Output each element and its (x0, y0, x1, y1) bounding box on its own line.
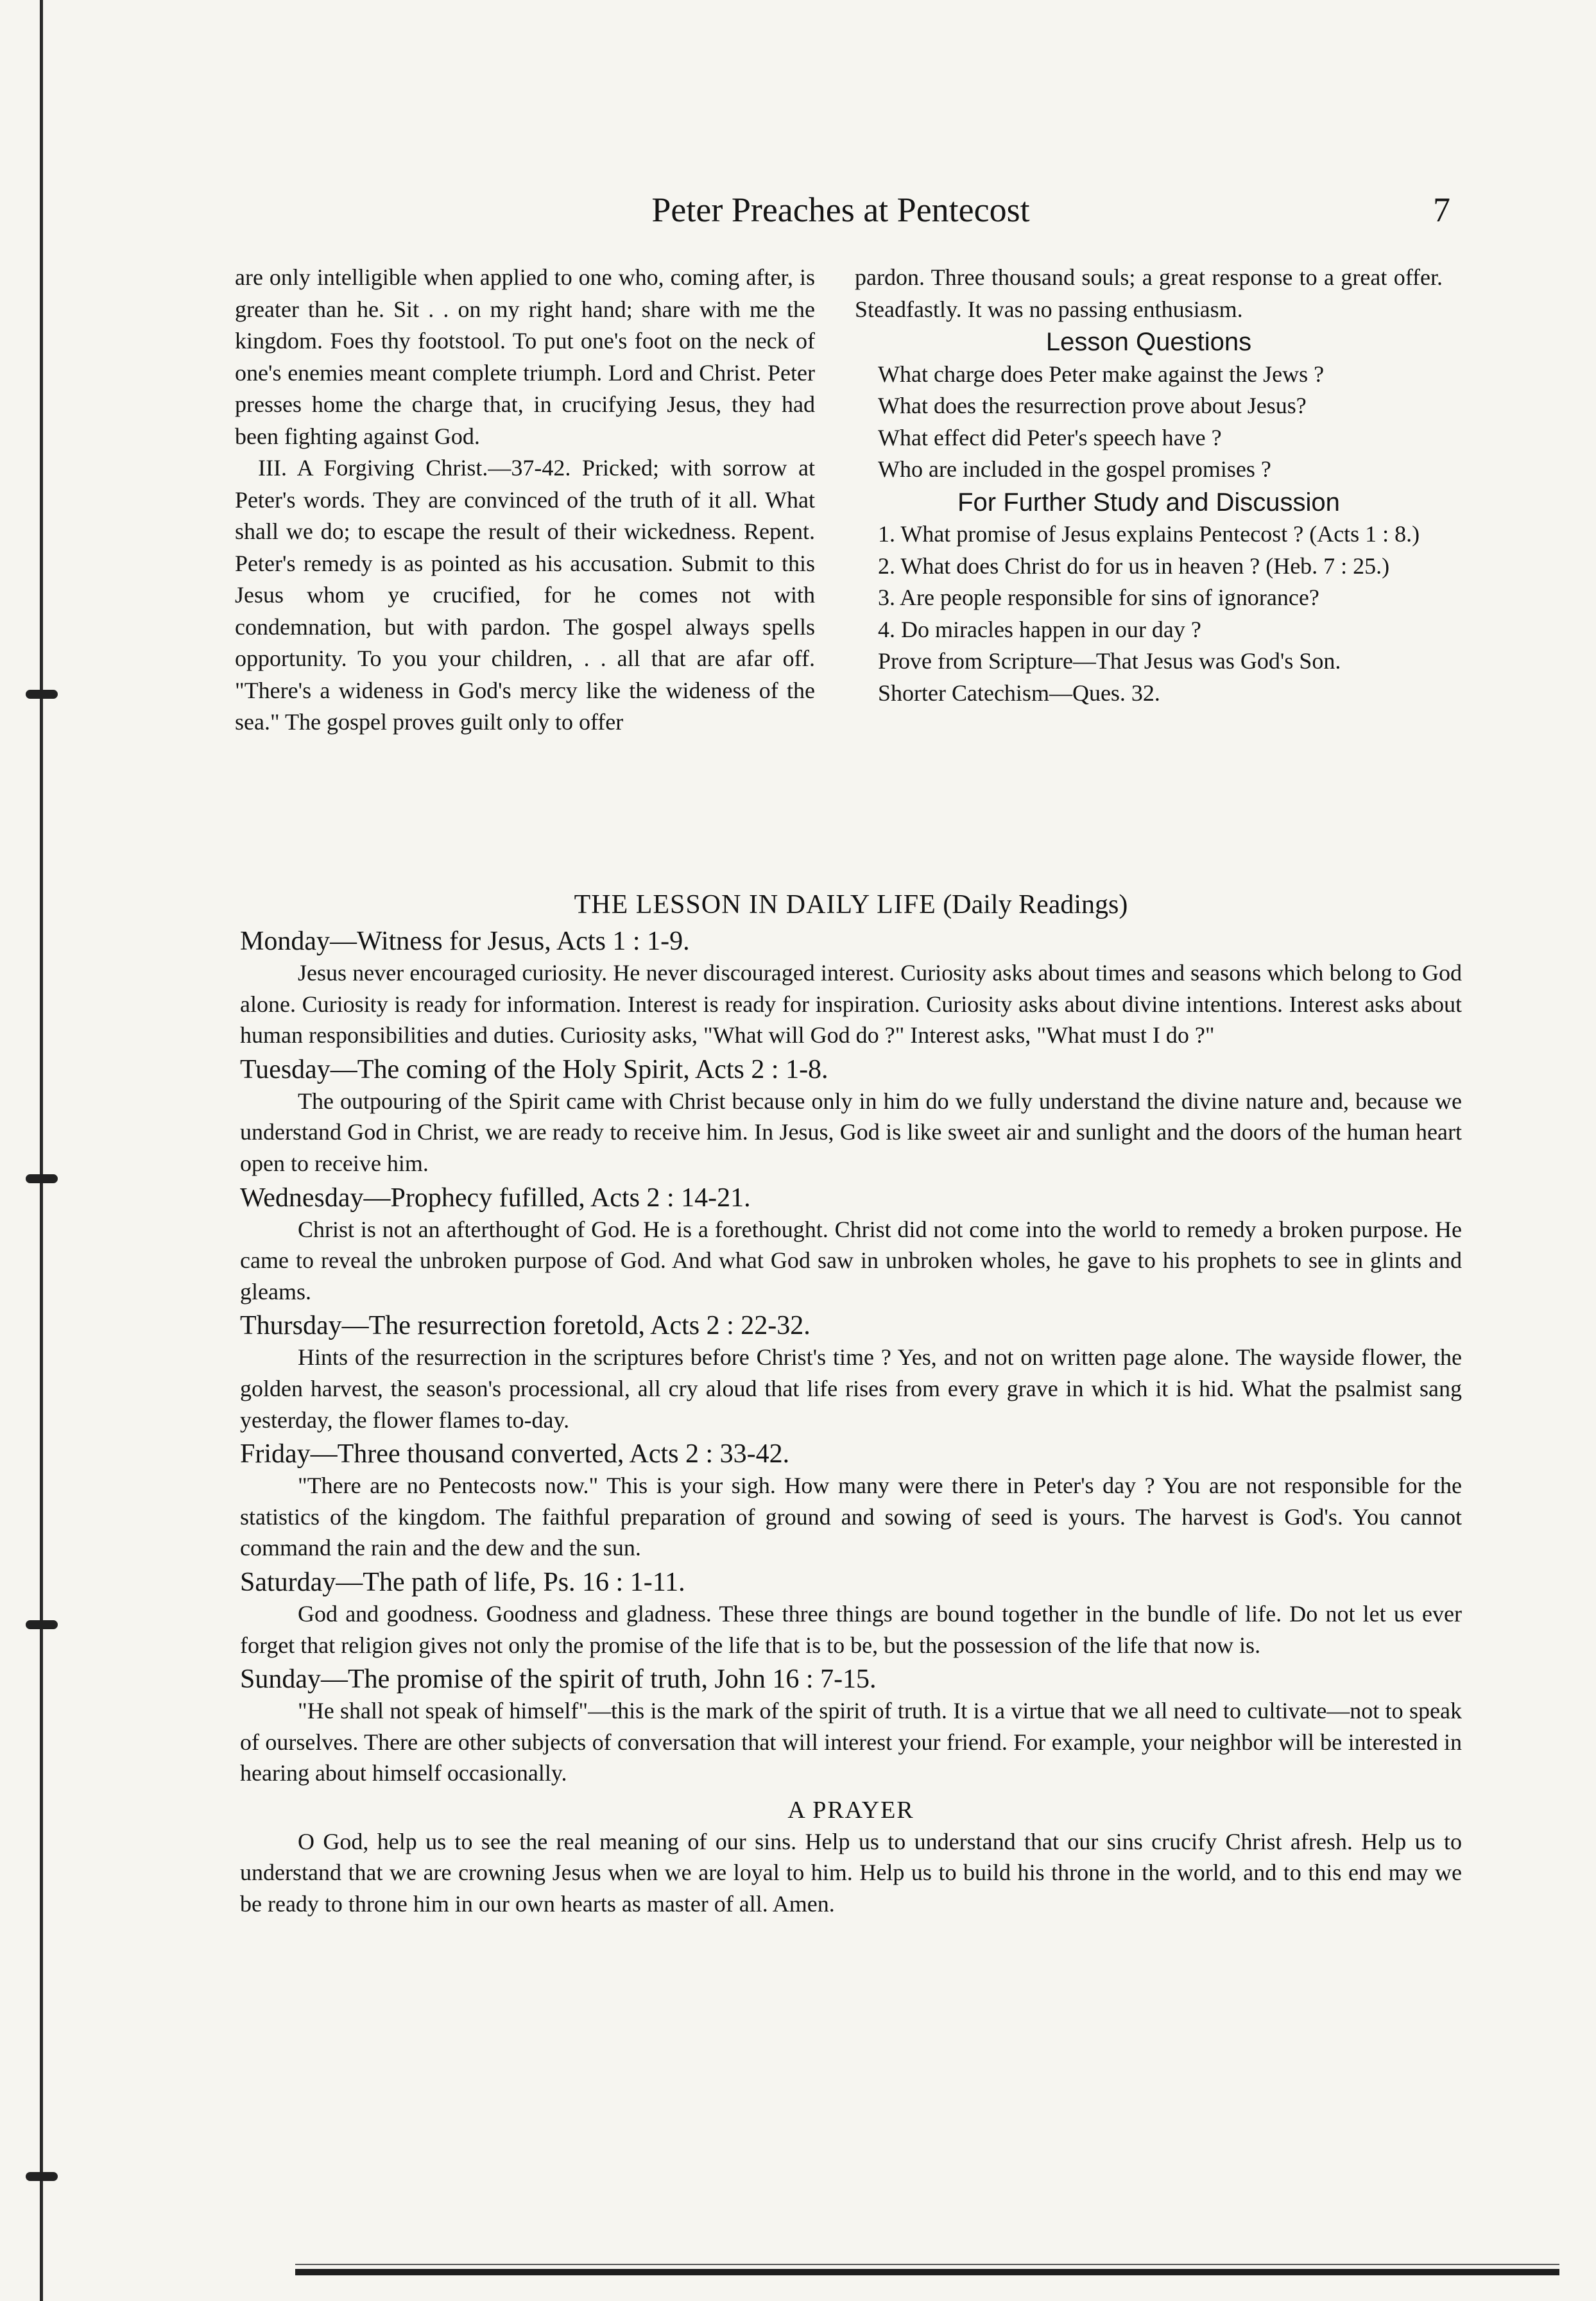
day-heading-friday: Friday—Three thousand converted, Acts 2 : 33-42. (240, 1439, 790, 1469)
footer-rule (295, 2269, 1559, 2275)
left-column (235, 262, 815, 739)
day-body-wednesday: Christ is not an afterthought of God. He is a forethought. Christ did not come into the world to remedy a broken purpose. He came to reveal the unbroken purpose of God. And what God saw in unbroken wholes, he gave to his prophets to see in glints and gleams. (240, 1216, 1462, 1304)
lesson-question: What does the resurrection prove about Jesus? (878, 393, 1307, 418)
page-number: 7 (1433, 191, 1450, 229)
page-binding-edge (40, 0, 43, 2301)
day-heading-monday: Monday—Witness for Jesus, Acts 1 : 1-9. (240, 927, 690, 956)
footer-rule (295, 2264, 1559, 2265)
day-body-thursday: Hints of the resurrection in the scriptures before Christ's time ? Yes, and not on written page alone. The wayside flower, the golden harvest, the season's processional, all cry aloud that life rises from every grave in which it is hid. What the psalmist sang yesterday, the flower flames to-day. (240, 1344, 1462, 1433)
further-study-item: 1. What promise of Jesus explains Pentecost ? (Acts 1 : 8.) (878, 521, 1420, 547)
lesson-question: What charge does Peter make against the Jews ? (878, 361, 1325, 387)
prayer-body: O God, help us to see the real meaning of our sins. Help us to understand that our sins crucify Christ afresh. Help us to understand that we are crowning Jesus when we are loyal to him. Help us to build his throne in the world, and to this end may we be ready to throne him in our own hearts as master of all. Amen. (240, 1828, 1462, 1917)
lesson-question: What effect did Peter's speech have ? (878, 424, 1222, 450)
left-paragraph: are only intelligible when applied to one who, coming after, is greater than he. Sit . . on my right hand; share with me the kingdom. Foes thy footstool. To put one's foot on the neck of one's enemies meant complete triumph. Lord and Christ. Peter presses home the charge that, in crucifying Jesus, they had been fighting against God. (235, 264, 815, 449)
daily-life-title (240, 887, 1462, 923)
page-header (231, 186, 1450, 237)
running-title: Peter Preaches at Pentecost (651, 191, 1030, 229)
prayer-title: A PRAYER (787, 1796, 914, 1824)
day-heading-thursday: Thursday—The resurrection foretold, Acts 2 : 22-32. (240, 1311, 811, 1341)
day-body-sunday: "He shall not speak of himself"—this is the mark of the spirit of truth. It is a virtue that we all need to cultivate—not to speak of ourselves. There are other subjects of conversation that will interest your friend. For example, your neighbor will be interested in hearing about himself occasionally. (240, 1698, 1462, 1786)
day-body-tuesday: The outpouring of the Spirit came with Christ because only in him do we fully understand the divine nature and, because we understand God in Christ, we are ready to receive him. In Jesus, God is like sweet air and sunlight and the doors of the human heart open to receive him. (240, 1088, 1462, 1176)
binding-mark (26, 2172, 58, 2181)
day-heading-wednesday: Wednesday—Prophecy fufilled, Acts 2 : 14-21. (240, 1183, 751, 1213)
day-body-friday: "There are no Pentecosts now." This is your sigh. How many were there in Peter's day ? You are not responsible for the statistics of the kingdom. The faithful preparation of ground and sowing of seed is yours. The harvest is God's. You cannot command the rain and the dew and the sun. (240, 1473, 1462, 1561)
binding-mark (26, 1174, 58, 1183)
binding-mark (26, 1620, 58, 1629)
day-body-monday: Jesus never encouraged curiosity. He never discouraged interest. Curiosity asks about times and seasons which belong to God alone. Curiosity is ready for information. Interest is ready for inspiration. Curiosity asks about divine intentions. Interest asks about human responsibilities and duties. Curiosity asks, "What will God do ?" Interest asks, "What must I do ?" (240, 960, 1462, 1048)
further-study-item: 2. What does Christ do for us in heaven ? (Heb. 7 : 25.) (878, 552, 1390, 579)
right-paragraph: pardon. Three thousand souls; a great response to a great offer. Steadfastly. It was no passing enthusiasm. (855, 264, 1443, 322)
shorter-catechism: Shorter Catechism—Ques. 32. (878, 680, 1160, 706)
daily-life-section (240, 887, 1462, 1920)
day-body-saturday: God and goodness. Goodness and gladness. These three things are bound together in the bundle of life. Do not let us ever forget that religion gives not only the promise of the life that is to be, but the possession of the life that now is. (240, 1600, 1462, 1658)
prove-from-scripture: Prove from Scripture—That Jesus was God's Son. (878, 648, 1341, 674)
binding-mark (26, 690, 58, 699)
lesson-questions-heading: Lesson Questions (1045, 328, 1252, 356)
daily-life-title-subtitle: (Daily Readings) (943, 890, 1128, 920)
left-paragraph: III. A Forgiving Christ.—37-42. Pricked; with sorrow at Peter's words. They are convinced of the truth of it all. What shall we do; to escape the result of their wickedness. Repent. Peter's remedy is as pointed as his accusation. Submit to this Jesus whom ye crucified, for he comes not with condemnation, but with pardon. The gospel always spells opportunity. To you your children, . . all that are afar off. "There's a wideness in God's mercy like the wideness of the sea." The gospel proves guilt only to offer (235, 455, 815, 735)
daily-life-title-caps: THE LESSON IN DAILY LIFE (574, 890, 936, 920)
right-column (855, 262, 1443, 709)
lesson-question: Who are included in the gospel promises ? (878, 456, 1271, 482)
day-heading-saturday: Saturday—The path of life, Ps. 16 : 1-11. (240, 1567, 685, 1597)
day-heading-tuesday: Tuesday—The coming of the Holy Spirit, Acts 2 : 1-8. (240, 1054, 828, 1084)
day-heading-sunday: Sunday—The promise of the spirit of truth, John 16 : 7-15. (240, 1664, 877, 1695)
further-study-heading: For Further Study and Discussion (957, 488, 1340, 517)
further-study-item: 3. Are people responsible for sins of ignorance? (878, 585, 1319, 610)
further-study-item: 4. Do miracles happen in our day ? (878, 616, 1201, 642)
